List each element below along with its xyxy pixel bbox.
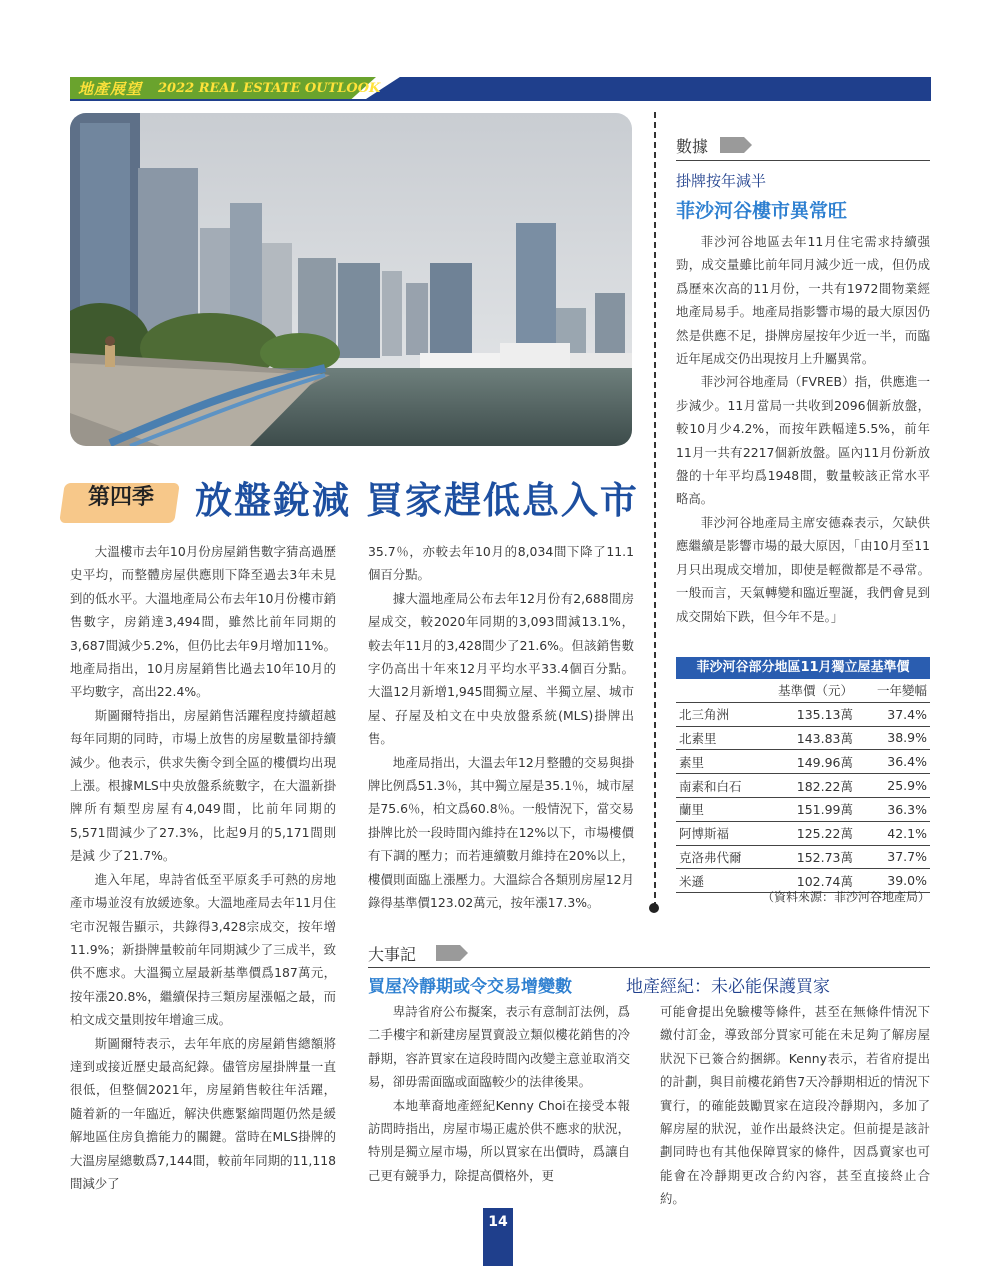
divider-end-dot — [649, 903, 659, 913]
news-headline: 買屋冷靜期或令交易增變數 — [368, 977, 572, 997]
header-rule — [70, 99, 931, 101]
area-cell: 阿博斯福 — [676, 821, 766, 845]
price-cell: 182.22萬 — [766, 774, 856, 798]
table-source: （資料來源：菲沙河谷地產局） — [761, 890, 930, 904]
price-cell: 152.73萬 — [766, 845, 856, 869]
change-cell: 25.9% — [856, 774, 930, 798]
header-band-blue — [366, 77, 931, 99]
paragraph: 大溫樓市去年10月份房屋銷售數字猜高過歷史平均，而整體房屋供應則下降至過去3年未見到的低水平。大溫地產局公布去年10月份樓市銷售數字，房銷達3,494間，雖然比前年同期的3,687間減少5.2%，但仍比去年9月增加11%。地產局指出，10月房屋銷售比過去10年10月的平均數字，高出22.4%。 — [70, 544, 336, 700]
sidebar-body — [676, 230, 930, 628]
price-cell: 102.74萬 — [766, 869, 856, 893]
section-subtitle: 2022 REAL ESTATE OUTLOOK — [158, 81, 381, 96]
table-row — [676, 750, 930, 774]
article-headline: 放盤銳減 買家趕低息入市 — [195, 479, 639, 522]
area-cell: 米遜 — [676, 869, 766, 893]
change-cell: 36.3% — [856, 797, 930, 821]
article-column-2 — [368, 540, 634, 915]
price-cell: 125.22萬 — [766, 821, 856, 845]
change-cell: 37.7% — [856, 845, 930, 869]
paragraph: 本地華裔地產經紀Kenny Choi在接受本報訪問時指出，房屋市場正處於供不應求的狀況，特別是獨立屋市場，所以買家在出價時，爲讓自己更有競爭力，除提高價格外，更 — [368, 1097, 630, 1183]
column-divider — [654, 112, 656, 908]
column-header: 一年變幅 — [856, 679, 930, 702]
column-header — [676, 679, 766, 702]
change-cell: 39.0% — [856, 869, 930, 893]
price-table-title: 菲沙河谷部分地區11月獨立屋基準價 — [676, 657, 930, 679]
table-header-row — [676, 679, 930, 702]
paragraph: 據大溫地產局公布去年12月份有2,688間房屋成交，較2020年同期的3,093間減13.1%，較去年11月的3,428間少了21.6%。但該銷售數字仍高出十年來12月平均水平33.4個百分點。大溫12月新增1,945間獨立屋、半獨立屋、城市屋、孖屋及柏文在中央放盤系統(MLS)掛牌出售。 — [368, 590, 634, 747]
paragraph: 斯圖爾特表示，去年年底的房屋銷售總額將達到或接近歷史最高紀錄。儘管房屋掛牌量一直很低，但整個2021年，房屋銷售較往年活躍，隨着新的一年臨近，解決供應緊縮問題仍然是緩解地區住房負擔能力的關鍵。當時在MLS掛牌的大溫房屋總數爲7,144間，較前年同期的11,118間減少了 — [70, 1035, 336, 1191]
news-column-1 — [368, 1000, 630, 1187]
waterfront-city-photo — [70, 113, 632, 446]
area-cell: 蘭里 — [676, 797, 766, 821]
change-cell: 36.4% — [856, 750, 930, 774]
price-cell: 143.83萬 — [766, 726, 856, 750]
column-header: 基準價（元） — [766, 679, 856, 702]
table-row — [676, 774, 930, 798]
table-row — [676, 797, 930, 821]
sidebar-headline: 菲沙河谷樓市異常旺 — [676, 200, 848, 222]
area-cell: 克洛弗代爾 — [676, 845, 766, 869]
news-subheadline: 地產經紀：未必能保護買家 — [626, 977, 830, 997]
price-cell: 149.96萬 — [766, 750, 856, 774]
arrow-icon — [720, 137, 752, 153]
area-cell: 北三角洲 — [676, 702, 766, 726]
table-row — [676, 726, 930, 750]
change-cell: 42.1% — [856, 821, 930, 845]
news-label: 大事記 — [368, 945, 417, 964]
change-cell: 37.4% — [856, 702, 930, 726]
arrow-icon — [436, 945, 468, 961]
table-row — [676, 845, 930, 869]
price-cell: 151.99萬 — [766, 797, 856, 821]
paragraph: 菲沙河谷地產局（FVREB）指，供應進一步減少。11月當局一共收到2096個新放盤，較10月少4.2%，而按年跌幅達5.5%，前年11月一共有2217個新放盤。區內11月份新放盤的十年平均爲1948間，數量較該正常水平略高。 — [676, 374, 930, 507]
sidebar-label: 數據 — [676, 137, 709, 156]
season-tag: 第四季 — [88, 485, 155, 510]
price-cell: 135.13萬 — [766, 702, 856, 726]
change-cell: 38.9% — [856, 726, 930, 750]
page-number: 14 — [488, 1214, 508, 1230]
paragraph: 菲沙河谷地產局主席安德森表示，欠缺供應繼續是影響市場的最大原因，「由10月至11月只出現成交增加，即使是輕微都是不尋常。一般而言，天氣轉變和臨近聖誕，我們會見到成交開始下跌，但今年不是。」 — [676, 514, 930, 624]
paragraph: 可能會提出免驗樓等條件，甚至在無條件情況下繳付訂金，導致部分買家可能在未足夠了解房屋狀況下已簽合約捆綁。Kenny表示，若省府提出的計劃，與目前樓花銷售7天冷靜期相近的情況下實行，的確能鼓勵買家在這段冷靜期內，多加了解房屋的狀況，並作出最終決定。但前提是該計劃同時也有其他保障買家的條件，因爲賣家也可能會在冷靜期更改合約內容，甚至直接終止合約。 — [660, 1004, 930, 1207]
area-cell: 素里 — [676, 750, 766, 774]
table-row — [676, 702, 930, 726]
article-column-1 — [70, 540, 336, 1195]
paragraph: 35.7％，亦較去年10月的8,034間下降了11.1個百分點。 — [368, 544, 634, 583]
table-row — [676, 821, 930, 845]
paragraph: 進入年尾，卑詩省低至平原炙手可熱的房地產市場並沒有放緩迹象。大溫地產局去年11月住宅市況報告顯示，共錄得3,428宗成交，按年增11.9%；新掛牌量較前年同期減少了三成半，致供不應求。大溫獨立屋最新基準價爲187萬元，按年漲20.8%，繼續保持三類房屋漲幅之最，而柏文成交量則按年增逾三成。 — [70, 871, 336, 1028]
sidebar-rule — [676, 160, 930, 161]
paragraph: 卑詩省府公布擬案，表示有意制訂法例，爲二手樓宇和新建房屋買賣設立類似樓花銷售的冷靜期，容許買家在這段時間內改變主意並取消交易，卻毋需面臨或面臨較少的法律後果。 — [368, 1004, 630, 1090]
paragraph: 地產局指出，大溫去年12月整體的交易與掛牌比例爲51.3％，其中獨立屋是35.1％，城市屋是75.6％，柏文爲60.8％。一般情況下，當交易掛牌比於一段時間內維持在12%以下，市場樓價有下調的壓力；而若連續數月維持在20%以上，樓價則面臨上漲壓力。大溫綜合各類別房屋12月錄得基準價123.02萬元，按年漲17.3%。 — [368, 754, 634, 911]
sidebar-kicker: 掛牌按年減半 — [676, 172, 767, 190]
section-title: 地產展望 — [78, 80, 143, 98]
paragraph: 菲沙河谷地區去年11月住宅需求持續强勁，成交量雖比前年同月減少近一成，但仍成爲歷來次高的11月份，一共有1972間物業經地產局易手。地產局指影響市場的最大原因仍然是供應不足，掛牌房屋按年少近一半，而臨近年尾成交仍出現按月上升屬異常。 — [676, 234, 930, 367]
news-rule — [368, 967, 930, 968]
news-column-2 — [660, 1000, 930, 1211]
area-cell: 北素里 — [676, 726, 766, 750]
paragraph: 斯圖爾特指出，房屋銷售活躍程度持續超越每年同期的同時，市場上放售的房屋數量卻持續減少。他表示，供求失衡令到全區的樓價均出現上漲。根據MLS中央放盤系統數字，在大溫新掛牌所有類型房屋有4,049間，比前年同期的5,571間減少了27.3%，比起9月的5,171間則是減 少了21.7%。 — [70, 707, 336, 864]
price-table — [676, 679, 930, 893]
area-cell: 南素和白石 — [676, 774, 766, 798]
